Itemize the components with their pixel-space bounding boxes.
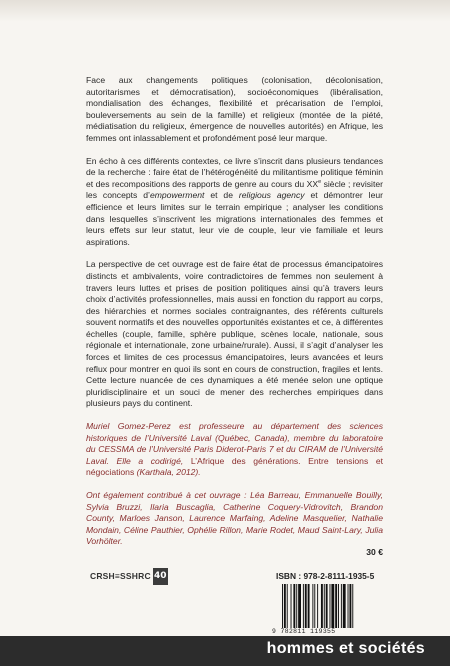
barcode-bar xyxy=(308,584,310,628)
contributors: Ont également contribué à cet ouvrage : Léa Barreau, Emmanuelle Bouilly, Sylvia Bruzzi, Ilaria Buscaglia, Catherine Coquery-Vidrovitch, Brandon County, Marloes Janson, Laurence Marfaing, Adeline Masquelier, Nathalie Mondain, Céline Pauthier, Ophélie Rillon, Marie Rodet, Maud Saint-Lary, Julia Vorhölter. xyxy=(86,490,383,547)
price: 30 € xyxy=(366,547,383,557)
barcode-bar xyxy=(282,584,283,628)
barcode-bar xyxy=(331,584,334,628)
barcode-bar xyxy=(314,584,315,628)
series-footer xyxy=(0,636,450,666)
author-bio-part-c: (Karthala, 2012). xyxy=(134,467,201,478)
barcode-bar xyxy=(330,584,331,628)
barcode-bar xyxy=(287,584,288,628)
barcode-bar xyxy=(298,584,301,628)
barcode-bar xyxy=(305,584,307,628)
barcode-bar xyxy=(303,584,304,628)
barcode-bar xyxy=(284,584,286,628)
previous-book-title: L’Afrique des générations. Entre tensions et négociations xyxy=(86,455,383,478)
barcode-bar xyxy=(326,584,328,628)
crsh-sshrc-logo: CRSH≡SSHRC xyxy=(90,571,151,581)
term-religious-agency: religious agency xyxy=(238,190,305,201)
barcode-bar xyxy=(352,584,353,628)
barcode-bar xyxy=(349,584,351,628)
barcode-bar xyxy=(348,584,349,628)
author-bio-part-a: Muriel Gomez-Perez est professeure au département des sciences historiques de l’Université Laval (Québec, Canada), membre du laboratoire du CESSMA de l’Université Paris Diderot-Paris 7 et du CIRAM de l’Université Laval. Elle a codirigé, xyxy=(86,421,383,466)
barcode-bar xyxy=(317,584,318,628)
paragraph-3: La perspective de cet ouvrage est de faire état de processus émancipatoires distincts et ambivalents, voire contradictoires de femmes non seulement à travers leurs luttes et prises de position politiques ainsi qu’à travers leurs choix d’activités professionnelles, mais aussi en fonction du rapport au corps, des hiérarchies et normes sociales contraignantes, des référents culturels souvent normatifs et des nouvelles opportunités existantes et ce, à différentes échelles (couple, famille, sphère publique, scènes locale, nationale, sous régionale et internationale, zone urbaine/rurale). Aussi, il s’agit d’analyser les forces et limites de ces processus émancipatoires, leurs avancées et leurs reflux pour montrer en quoi ils sont en cours de construction, fragiles et lents. Cette lecture nuancée de ces dynamiques a été menée selon une optique pluridisciplinaire et un souci de mener des recherches empiriques dans plusieurs pays du continent. xyxy=(86,259,383,409)
paragraph-2-part-c: et de xyxy=(204,190,239,201)
barcode xyxy=(276,584,386,628)
barcode-bar xyxy=(341,584,342,628)
barcode-bar xyxy=(312,584,313,628)
author-bio xyxy=(86,421,383,479)
anniversary-40-logo: 40 xyxy=(153,568,168,585)
barcode-bar xyxy=(293,584,295,628)
paragraph-2-part-d: et démontrer leur efficience et leurs limites sur le terrain empirique ; analyser les conditions dans lesquelles s’inscrivent les migrations internationales des femmes et leurs effets sur leur statut, leur vie de couple, leur vie familiale et leurs aspirations. xyxy=(86,190,384,247)
paragraph-2-part-b: siècle ; revisiter les concepts d’ xyxy=(86,178,383,201)
barcode-bar xyxy=(324,584,325,628)
funder-logos xyxy=(90,569,168,583)
barcode-bar xyxy=(338,584,339,628)
barcode-bars xyxy=(276,584,386,628)
barcode-bar xyxy=(291,584,292,628)
barcode-bar xyxy=(343,584,346,628)
barcode-bar xyxy=(296,584,297,628)
barcode-digits: 9 782811 119355 xyxy=(272,628,336,635)
century-superscript: e xyxy=(318,178,322,185)
series-name: hommes et sociétés xyxy=(266,640,425,657)
body-text xyxy=(86,75,383,548)
top-shadow-band xyxy=(0,0,450,22)
barcode-bar xyxy=(335,584,337,628)
barcode-bar xyxy=(321,584,323,628)
term-empowerment: empowerment xyxy=(149,190,205,201)
paragraph-2-part-a: En écho à ces différents contextes, ce livre s’inscrit dans plusieurs tendances de la recherche : faire état de l’hétérogénéité du militantisme politique féminin et des recompositions des rapports de genre au cours du XX xyxy=(86,155,383,189)
paragraph-1: Face aux changements politiques (colonisation, décolonisation, autoritarismes et démocratisation), socioéconomiques (libéralisation, mondialisation des échanges, flexibilité et précarisation de l’emploi, bouleversements au sein de la famille) et religieux (montée de la piété, médiatisation du religieux, émergence de nouvelles autorités) en Afrique, les femmes ont inlassablement et profondément posé leur marque. xyxy=(86,75,383,143)
isbn: ISBN : 978-2-8111-1935-5 xyxy=(276,571,375,581)
paragraph-2 xyxy=(86,156,383,249)
